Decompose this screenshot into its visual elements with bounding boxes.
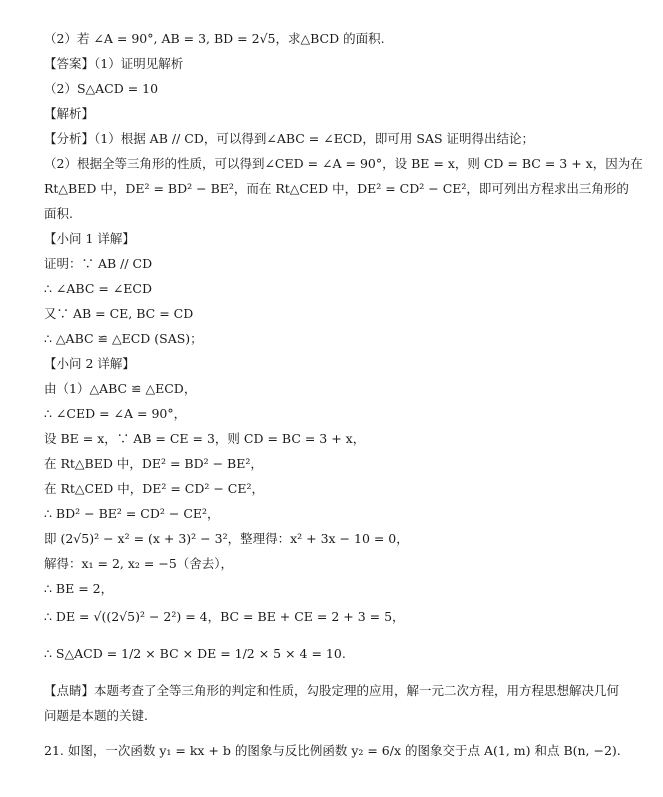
line-sol-6: ∴ BD² − BE² = CD² − CE²， xyxy=(44,506,220,521)
line-sol-10: ∴ DE = √((2√5)² − 2²) = 4，BC = BE + CE = 2 + 3 = 5， xyxy=(44,609,405,624)
line-subq1-heading: 【小问 1 详解】 xyxy=(44,231,135,246)
line-analysis-3: Rt△BED 中，DE² = BD² − BE²，而在 Rt△CED 中，DE² = CD² − CE²，即可列出方程求出三角形的 xyxy=(44,181,629,196)
line-sol-7: 即 (2√5)² − x² = (x + 3)² − 3²，整理得：x² + 3x − 10 = 0， xyxy=(44,531,409,546)
line-proof-1: 证明：∵ AB // CD xyxy=(44,256,153,271)
line-proof-2: ∴ ∠ABC = ∠ECD xyxy=(44,281,153,296)
line-proof-3: 又∵ AB = CE, BC = CD xyxy=(44,306,194,321)
line-comment-1: 【点睛】本题考查了全等三角形的判定和性质，勾股定理的应用，解一元二次方程，用方程思想解决几何 xyxy=(44,683,620,698)
line-comment-2: 问题是本题的关键. xyxy=(44,708,148,723)
line-answer-2: （2）S△ACD = 10 xyxy=(44,81,159,96)
line-subq2-heading: 【小问 2 详解】 xyxy=(44,356,135,371)
line-sol-9: ∴ BE = 2， xyxy=(44,581,114,596)
line-analysis-heading: 【解析】 xyxy=(44,106,95,121)
line-sol-5: 在 Rt△CED 中，DE² = CD² − CE²， xyxy=(44,481,265,496)
line-sol-11: ∴ S△ACD = 1/2 × BC × DE = 1/2 × 5 × 4 = 10. xyxy=(44,646,346,661)
line-sol-1: 由（1）△ABC ≌ △ECD， xyxy=(44,381,197,396)
line-sol-2: ∴ ∠CED = ∠A = 90°， xyxy=(44,406,187,421)
line-answer-1: 【答案】（1）证明见解析 xyxy=(44,56,184,71)
line-sol-3: 设 BE = x，∵ AB = CE = 3，则 CD = BC = 3 + x， xyxy=(44,431,366,446)
line-analysis-4: 面积. xyxy=(44,206,73,221)
line-sol-8: 解得：x₁ = 2, x₂ = −5（舍去）， xyxy=(44,556,234,571)
line-sol-4: 在 Rt△BED 中，DE² = BD² − BE²， xyxy=(44,456,263,471)
line-question-part2: （2）若 ∠A = 90°, AB = 3, BD = 2√5，求△BCD 的面积. xyxy=(44,31,385,46)
line-proof-4: ∴ △ABC ≌ △ECD (SAS)； xyxy=(44,331,203,346)
line-analysis-2: （2）根据全等三角形的性质，可以得到∠CED = ∠A = 90°，设 BE = x，则 CD = BC = 3 + x，因为在 xyxy=(44,156,643,171)
line-analysis-1: 【分析】（1）根据 AB // CD，可以得到∠ABC = ∠ECD，即可用 SAS 证明得出结论； xyxy=(44,131,535,146)
line-question-21: 21. 如图，一次函数 y₁ = kx + b 的图象与反比例函数 y₂ = 6/x 的图象交于点 A(1, m) 和点 B(n, −2). xyxy=(44,743,621,758)
